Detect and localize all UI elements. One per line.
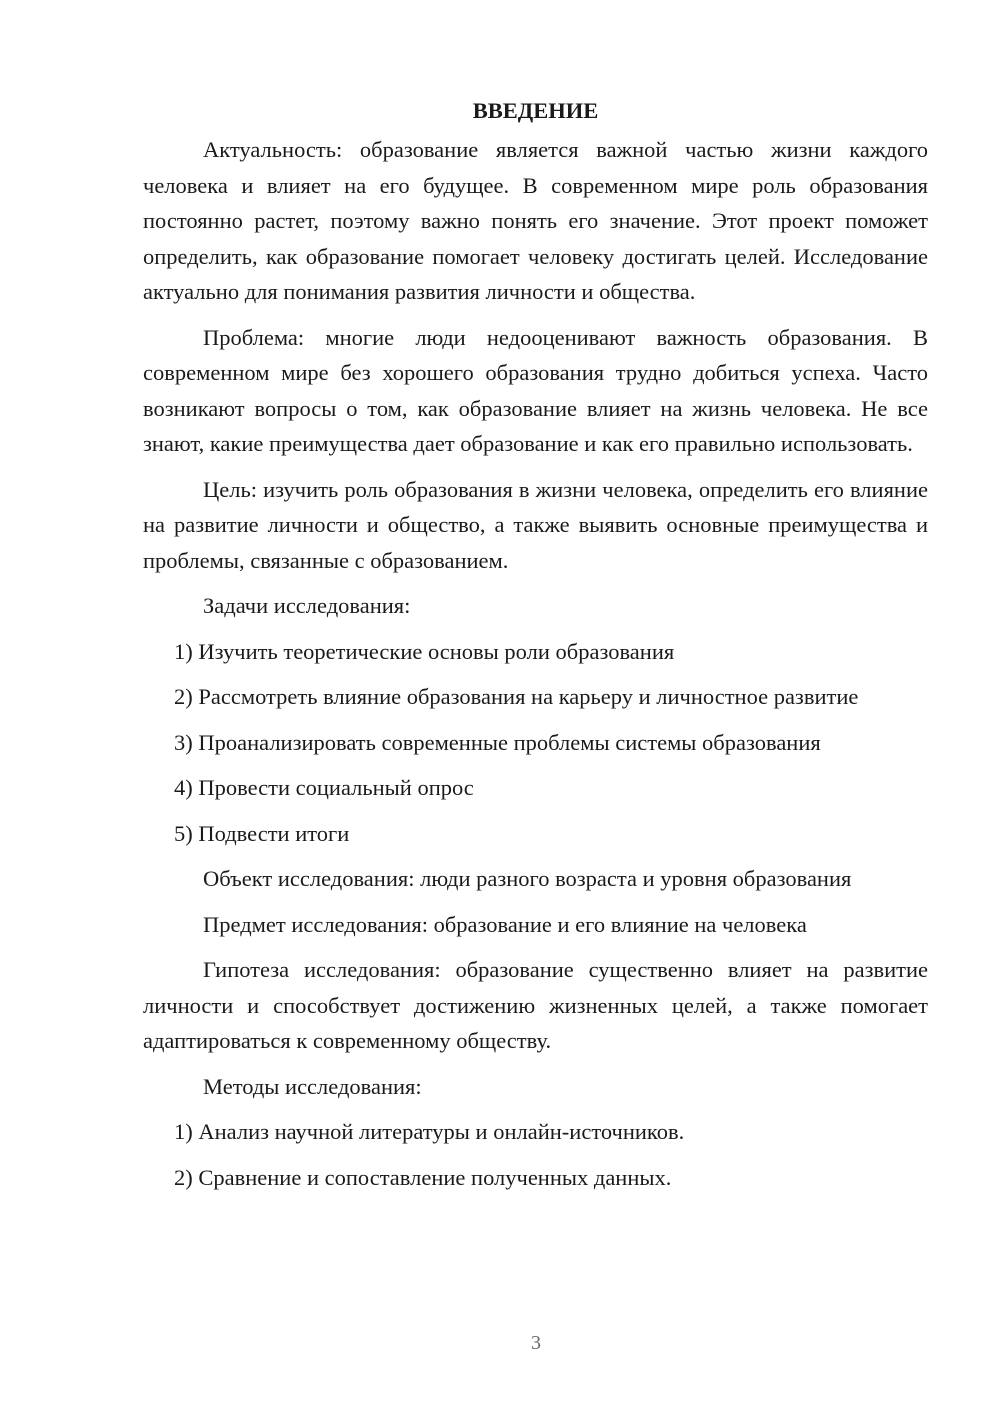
task-item-3: 3) Проанализировать современные проблемы системы образования [174,729,821,755]
object-line: Объект исследования: люди разного возраста и уровня образования [203,866,852,891]
page-content [143,92,928,1205]
task-item-4: 4) Провести социальный опрос [174,775,474,800]
task-item-5: 5) Подвести итоги [174,820,350,846]
goal-paragraph: Цель: изучить роль образования в жизни человека, определить его влияние на развитие личности и общество, а также выявить основные преимущества и проблемы, связанные с образованием. [143,476,928,573]
methods-heading: Методы исследования: [203,1073,422,1099]
page-title: ВВЕДЕНИЕ [472,98,599,123]
problem-paragraph: Проблема: многие люди недооценивают важность образования. В современном мире без хорошего образования трудно добиться успеха. Часто возникают вопросы о том, как образование влияет на жизнь человека. Не все знают, какие преимущества дает образование и как его правильно использовать. [143,324,928,456]
tasks-heading: Задачи исследования: [203,593,411,618]
method-item-1: 1) Анализ научной литературы и онлайн-источников. [174,1119,685,1144]
subject-line: Предмет исследования: образование и его влияние на человека [203,911,807,937]
method-item-2: 2) Сравнение и сопоставление полученных данных. [174,1164,672,1190]
page-number: 3 [531,1332,541,1354]
task-item-1: 1) Изучить теоретические основы роли образования [174,638,675,664]
relevance-paragraph: Актуальность: образование является важной частью жизни каждого человека и влияет на его будущее. В современном мире роль образования постоянно растет, поэтому важно понять его значение. Этот проект поможет определить, как образование помогает человеку достигать целей. Исследование актуально для понимания развития личности и общества. [143,137,928,304]
hypothesis-paragraph: Гипотеза исследования: образование существенно влияет на развитие личности и способствует достижению жизненных целей, а также помогает адаптироваться к современному обществу. [143,957,928,1053]
task-item-2: 2) Рассмотреть влияние образования на карьеру и личностное развитие [174,684,859,709]
